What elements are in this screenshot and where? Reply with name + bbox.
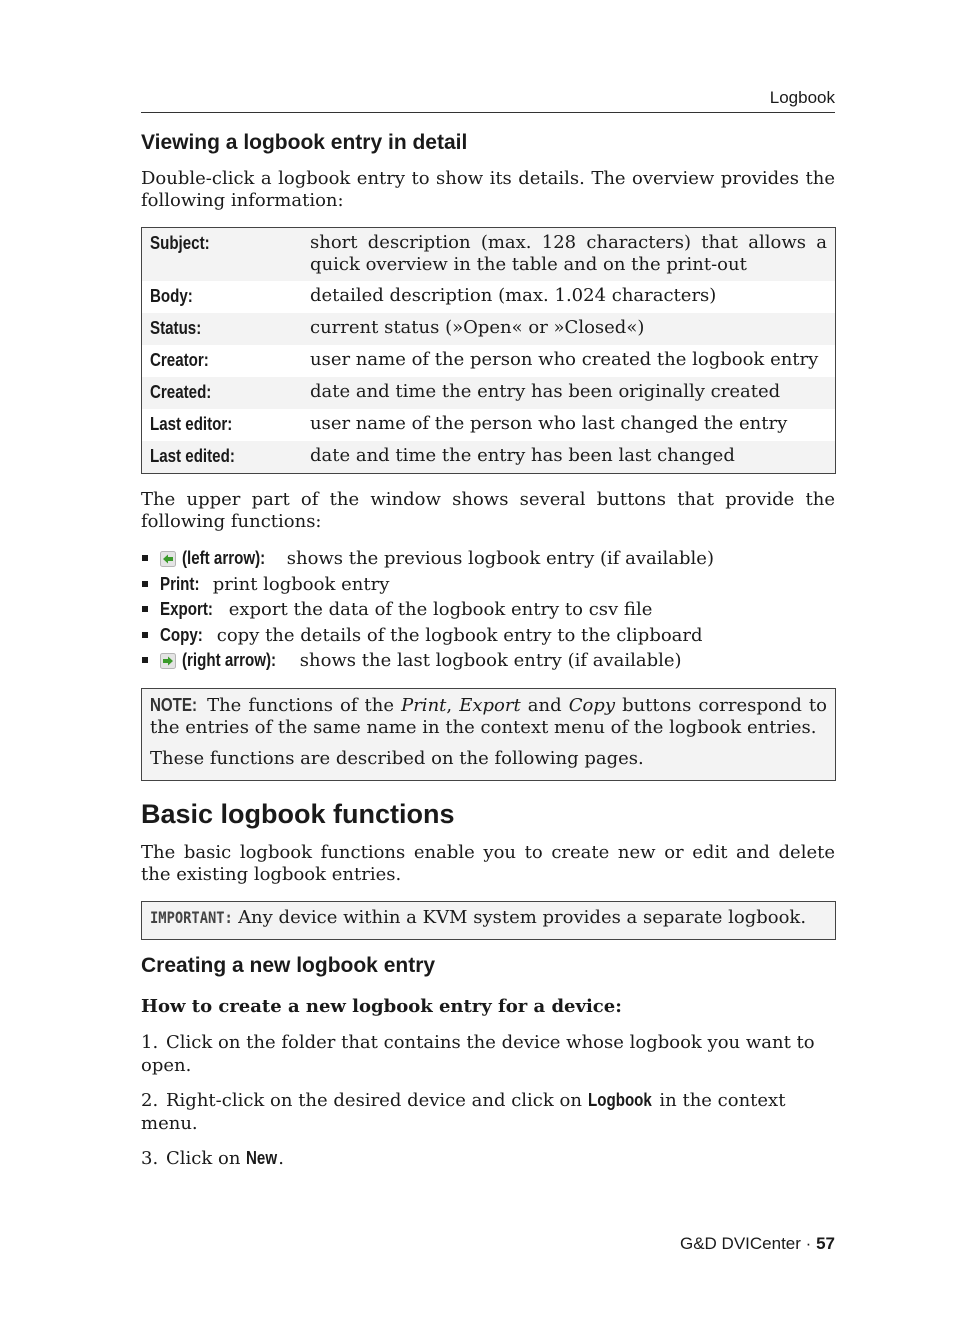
important-text: Any device within a KVM system provides a separate logbook. [238,907,807,928]
ui-term: Logbook [587,1090,652,1110]
table-row [142,441,836,474]
step-number: 2. [141,1090,159,1111]
list-item [141,597,835,623]
table-key: Created: [150,382,212,402]
table-value: date and time the entry has been last changed [310,445,735,466]
buttons-list [141,546,835,674]
table-key: Status: [150,318,202,338]
buttons-intro: The upper part of the window shows several buttons that provide the following functions: [141,489,835,532]
section-heading-viewing: Viewing a logbook entry in detail [141,131,468,154]
page-number: 57 [816,1234,835,1253]
howto-heading: How to create a new logbook entry for a device: [141,996,622,1017]
table-value: detailed description (max. 1.024 characters) [310,285,717,306]
list-item: 3. Click on New. [141,1148,284,1169]
step-number: 1. [141,1032,159,1053]
table-key: Body: [150,286,193,306]
table-key: Last editor: [150,414,233,434]
list-item [141,648,835,674]
button-description: shows the last logbook entry (if available) [299,650,682,671]
button-label: Export: [160,599,213,619]
button-label: (left arrow): [182,548,266,568]
table-value: short description (max. 128 characters) that allows a quick overview in the table and on the print-out [310,232,827,275]
table-value: date and time the entry has been originally created [310,381,781,402]
running-header [141,88,835,113]
button-label: (right arrow): [182,650,277,670]
button-description: shows the previous logbook entry (if available) [286,548,714,569]
note-line-2: These functions are described on the following pages. [150,748,644,769]
important-label: IMPORTANT: [150,908,233,927]
page-footer [680,1234,835,1254]
table-row [142,377,836,409]
button-description: copy the details of the logbook entry to the clipboard [216,624,703,646]
table-value: user name of the person who last changed the entry [310,413,788,434]
important-box [141,901,836,940]
viewing-intro: Double-click a logbook entry to show its details. The overview provides the following information: [141,168,835,211]
table-row [142,409,836,441]
footer-separator: · [805,1234,812,1253]
list-item [141,623,835,649]
table-value: current status (»Open« or »Closed«) [310,317,645,338]
footer-product: G&D DVICenter [680,1234,801,1253]
left-arrow-icon [160,551,176,567]
button-label: Print: [160,573,200,594]
table-row [142,345,836,377]
table-row [142,281,836,313]
list-item [141,572,835,598]
section-heading-basic: Basic logbook functions [141,799,455,829]
button-description: print logbook entry [212,573,390,595]
note-box [141,688,836,781]
table-key: Subject: [150,233,210,253]
table-value: user name of the person who created the logbook entry [310,349,819,370]
note-text: NOTE: The functions of the Print, Export and Copy buttons correspond to the entries of the same name in the context menu of the logbook entries. [150,695,827,738]
list-item [141,546,835,572]
ui-term: New [246,1148,278,1168]
table-key: Creator: [150,350,209,370]
table-key: Last edited: [150,446,235,466]
right-arrow-icon [160,653,176,669]
note-label: NOTE: [150,695,198,715]
section-heading-create: Creating a new logbook entry [141,954,436,977]
step-number: 3. [141,1148,159,1169]
table-row [142,313,836,345]
button-label: Copy: [160,624,203,645]
table-row [142,228,836,282]
list-item: 1. Click on the folder that contains the device whose logbook you want to open. [141,1032,815,1076]
running-title: Logbook [769,88,835,107]
details-table [141,227,836,474]
basic-intro: The basic logbook functions enable you to create new or edit and delete the existing logbook entries. [141,842,835,885]
steps-list [141,1031,835,1182]
button-description: export the data of the logbook entry to csv file [228,599,653,620]
list-item: 2. Right-click on the desired device and click on Logbook in the context menu. [141,1090,786,1134]
